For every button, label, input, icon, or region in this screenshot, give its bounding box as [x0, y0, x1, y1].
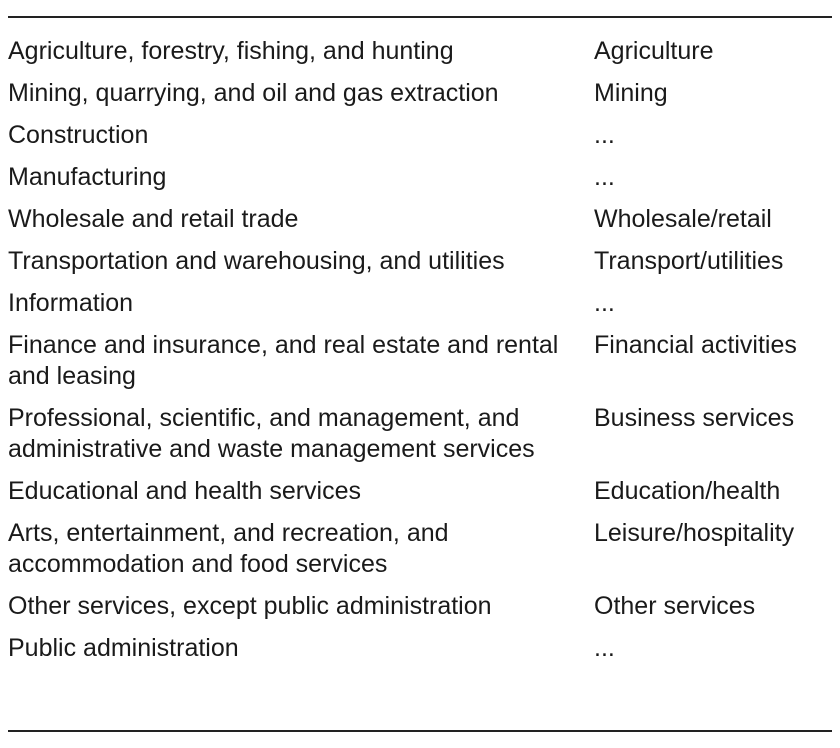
category-cell: ... [594, 163, 615, 191]
bottom-rule [8, 730, 832, 732]
industry-cell: Arts, entertainment, and recreation, and accommodation and food services [8, 519, 449, 578]
table-row [8, 518, 832, 580]
top-rule [8, 16, 832, 18]
category-cell: Education/health [594, 477, 781, 505]
table-row [8, 591, 832, 622]
industry-cell: Information [8, 289, 134, 317]
industry-cell: Mining, quarrying, and oil and gas extraction [8, 79, 499, 107]
category-cell: Transport/utilities [594, 247, 784, 275]
table-row [8, 162, 832, 193]
industry-cell: Finance and insurance, and real estate and rental and leasing [8, 331, 559, 390]
category-cell: Wholesale/retail [594, 205, 772, 233]
table-row [8, 246, 832, 277]
table-row [8, 78, 832, 109]
category-cell: Agriculture [594, 37, 714, 65]
category-cell: Leisure/hospitality [594, 519, 795, 547]
category-cell: ... [594, 634, 615, 662]
industry-cell: Professional, scientific, and management, and administrative and waste management services [8, 404, 535, 463]
industry-cell: Public administration [8, 634, 239, 662]
industry-cell: Construction [8, 121, 149, 149]
category-cell: ... [594, 289, 615, 317]
table-row [8, 476, 832, 507]
industry-cell: Educational and health services [8, 477, 362, 505]
table-row [8, 204, 832, 235]
industry-cell: Wholesale and retail trade [8, 205, 299, 233]
industry-cell: Transportation and warehousing, and utilities [8, 247, 505, 275]
industry-category-table [8, 36, 832, 664]
table-row [8, 120, 832, 151]
table-row [8, 36, 832, 67]
category-cell: ... [594, 121, 615, 149]
category-cell: Other services [594, 592, 756, 620]
table-row [8, 288, 832, 319]
industry-cell: Other services, except public administration [8, 592, 492, 620]
category-cell: Financial activities [594, 331, 797, 359]
table-row [8, 403, 832, 465]
category-cell: Mining [594, 79, 668, 107]
industry-cell: Agriculture, forestry, fishing, and hunting [8, 37, 454, 65]
table-row [8, 633, 832, 664]
industry-cell: Manufacturing [8, 163, 167, 191]
table-row [8, 330, 832, 392]
category-cell: Business services [594, 404, 795, 432]
